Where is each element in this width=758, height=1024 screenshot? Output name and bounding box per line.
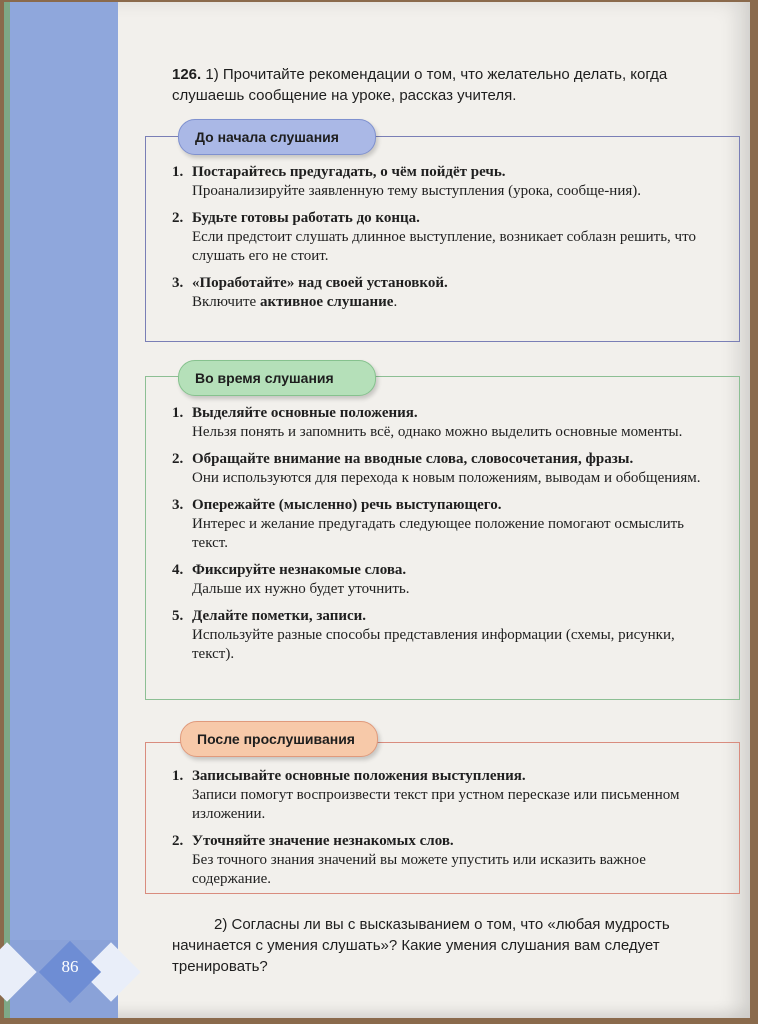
list-item	[172, 561, 712, 599]
item-title: Опережайте (мысленно) речь выступающего.	[192, 497, 502, 513]
list-item	[172, 274, 712, 312]
list-item	[172, 163, 712, 201]
task-question-text: 2) Согласны ли вы с высказыванием о том, что «любая мудрость начинается с умения слушать»? Какие умения слушания вам следует тренировать?	[172, 916, 670, 975]
item-number: 1.	[172, 768, 184, 784]
item-desc	[192, 293, 448, 312]
during-listening-list	[172, 404, 712, 672]
item-number: 3.	[172, 275, 184, 291]
item-desc-start: Включите	[192, 294, 260, 310]
item-number: 1.	[172, 164, 184, 180]
section-during-listening-title: Во время слушания	[178, 360, 376, 396]
list-item	[172, 832, 712, 889]
item-desc: Записи помогут воспроизвести текст при устном пересказе или письменном изложении.	[192, 787, 680, 822]
item-desc-emphasis: активное слушание	[259, 294, 394, 310]
item-desc: Они используются для перехода к новым положениям, выводам и обобщениям.	[192, 470, 701, 486]
task-number: 126.	[172, 66, 202, 83]
item-title: Обращайте внимание на вводные слова, словосочетания, фразы.	[192, 451, 634, 467]
item-desc: Интерес и желание предугадать следующее положение помогают осмыслить текст.	[192, 516, 685, 551]
item-number: 4.	[172, 562, 184, 578]
item-number: 2.	[172, 833, 184, 849]
page-number: 86	[61, 957, 79, 976]
item-title: Выделяйте основные положения.	[192, 405, 418, 421]
item-desc: Используйте разные способы представления информации (схемы, рисунки, текст).	[192, 627, 675, 662]
after-listening-list	[172, 767, 712, 897]
list-item	[172, 767, 712, 824]
item-number: 3.	[172, 497, 184, 513]
list-item	[172, 607, 712, 664]
side-color-strip	[10, 2, 118, 1018]
item-title: Будьте готовы работать до конца.	[192, 210, 420, 226]
item-desc: Нельзя понять и запомнить всё, однако можно выделить основные моменты.	[192, 424, 683, 440]
item-desc-end: .	[393, 294, 398, 310]
item-title: Уточняйте значение незнакомых слов.	[192, 833, 454, 849]
item-number: 5.	[172, 608, 184, 624]
section-after-listening-title: После прослушивания	[180, 721, 378, 757]
task-intro-text: 1) Прочитайте рекомендации о том, что желательно делать, когда слушаешь сообщение на уроке, рассказ учителя.	[172, 66, 668, 104]
item-title: «Поработайте» над своей установкой.	[192, 275, 448, 291]
item-desc: Без точного знания значений вы можете упустить или исказить важное содержание.	[192, 852, 646, 887]
list-item	[172, 404, 712, 442]
section-before-listening-title: До начала слушания	[178, 119, 376, 155]
list-item	[172, 450, 712, 488]
item-title: Записывайте основные положения выступления.	[192, 768, 526, 784]
item-desc: Дальше их нужно будет уточнить.	[192, 581, 410, 597]
item-title: Постарайтесь предугадать, о чём пойдёт речь.	[192, 164, 506, 180]
item-desc: Проанализируйте заявленную тему выступления (урока, сообще-ния).	[192, 183, 641, 199]
item-title: Фиксируйте незнакомые слова.	[192, 562, 407, 578]
item-number: 2.	[172, 451, 184, 467]
item-title: Делайте пометки, записи.	[192, 608, 367, 624]
list-item	[172, 209, 712, 266]
item-desc: Если предстоит слушать длинное выступление, возникает соблазн решить, что слушать его не стоит.	[192, 229, 696, 264]
task-intro	[172, 64, 742, 106]
item-number: 1.	[172, 405, 184, 421]
item-number: 2.	[172, 210, 184, 226]
before-listening-list	[172, 163, 712, 320]
list-item	[172, 496, 712, 553]
task-question	[172, 914, 742, 977]
